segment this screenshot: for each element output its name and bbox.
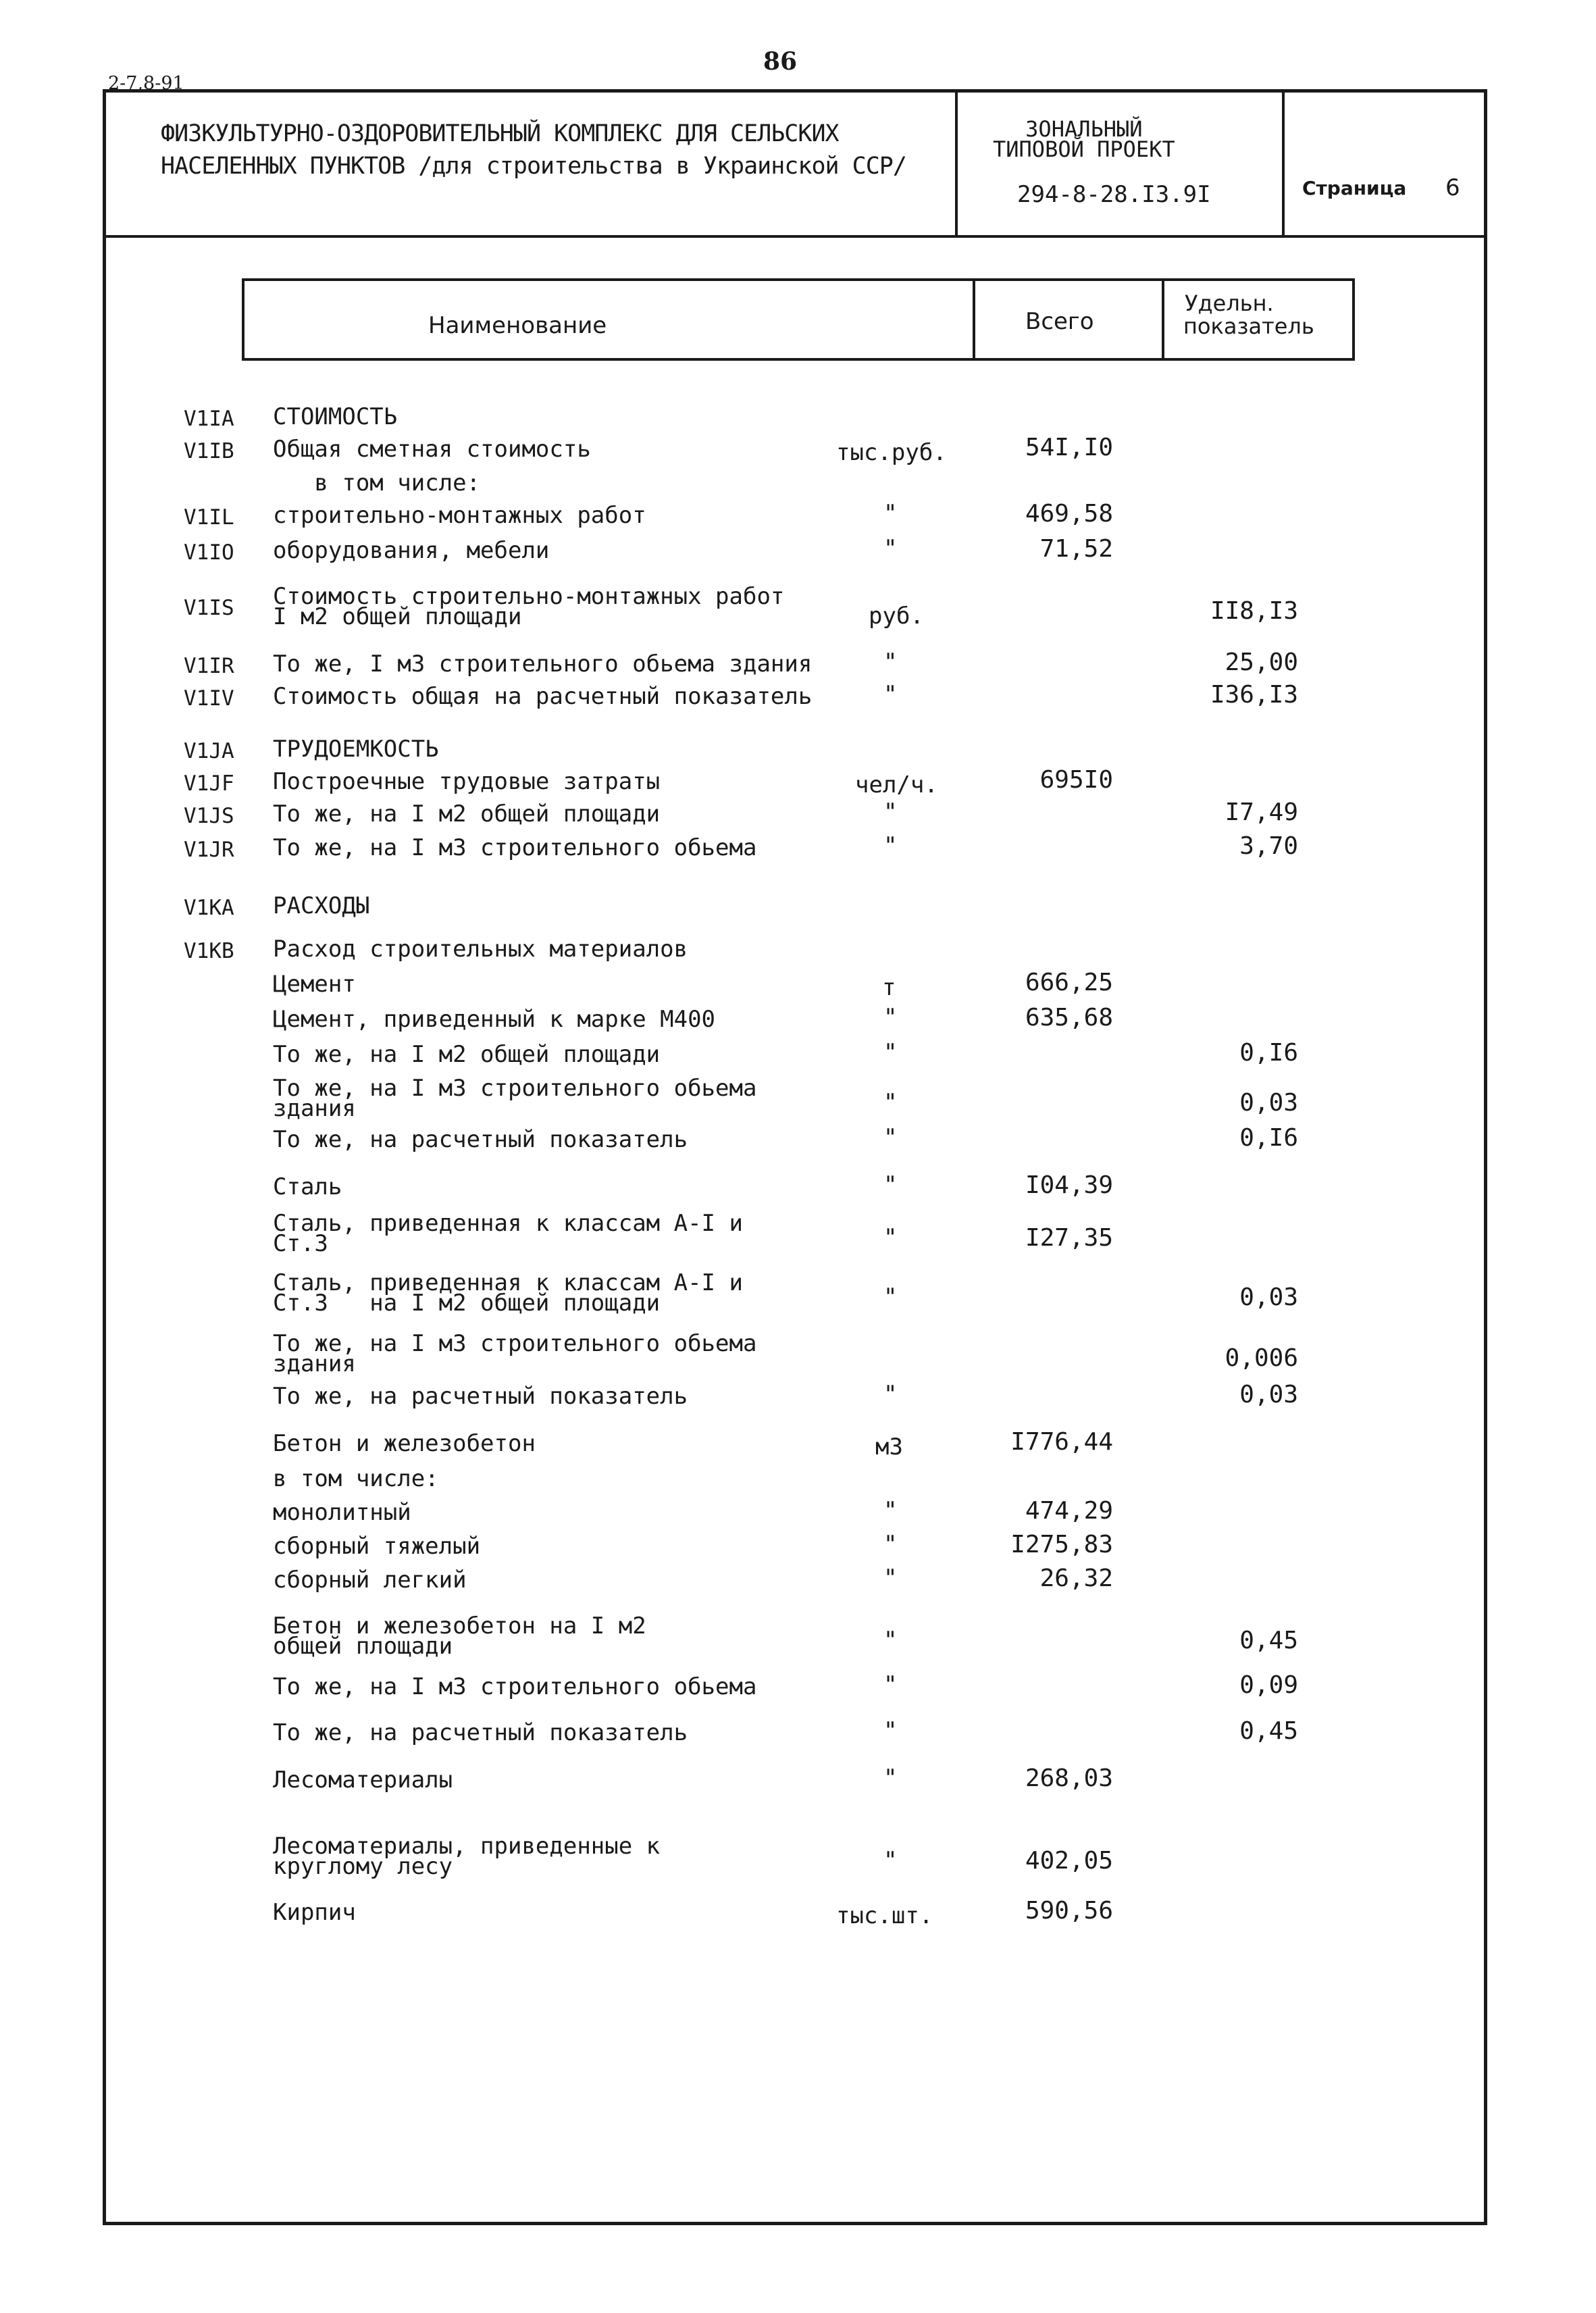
row-total: I04,39 bbox=[1025, 1171, 1113, 1199]
row-specific: 0,45 bbox=[1239, 1627, 1298, 1654]
row-code: V1KB bbox=[184, 939, 234, 963]
row-name: Стоимость строительно-монтажных работ I м2 общей площади bbox=[273, 583, 785, 630]
row-total: 469,58 bbox=[1025, 500, 1113, 528]
project-type bbox=[993, 116, 1175, 162]
row-name: в том числе: bbox=[273, 1465, 439, 1492]
row-specific: 0,I6 bbox=[1239, 1124, 1298, 1152]
row-name: То же, на I м2 общей площади bbox=[273, 800, 661, 828]
row-total: 635,68 bbox=[1025, 1004, 1113, 1032]
row-name: Общая сметная стоимость bbox=[273, 436, 591, 463]
row-unit: " bbox=[883, 1283, 898, 1311]
row-name: сборный легкий bbox=[273, 1567, 467, 1594]
row-specific: I7,49 bbox=[1225, 798, 1298, 826]
row-name: Стоимость общая на расчетный показатель bbox=[273, 683, 813, 710]
row-unit: " bbox=[883, 1497, 898, 1524]
project-type-line1: ЗОНАЛЬНЫЙ bbox=[1025, 116, 1143, 142]
row-unit: т bbox=[882, 974, 896, 1001]
row-unit: " bbox=[883, 1171, 898, 1198]
row-unit: тыс.руб. bbox=[836, 439, 947, 466]
row-name: То же, на расчетный показатель bbox=[273, 1719, 688, 1746]
row-unit: " bbox=[883, 535, 898, 562]
row-name: То же, на I м3 строительного обьема bbox=[273, 834, 757, 861]
row-unit: чел/ч. bbox=[855, 771, 938, 798]
row-name: То же, I м3 строительного обьема здания bbox=[273, 651, 813, 678]
row-total: 71,52 bbox=[1039, 535, 1113, 563]
row-code: V1JS bbox=[184, 804, 234, 828]
row-specific: 0,03 bbox=[1239, 1283, 1298, 1311]
row-total: 695I0 bbox=[1039, 766, 1113, 794]
row-specific: I36,I3 bbox=[1210, 681, 1298, 709]
row-specific: II8,I3 bbox=[1210, 597, 1298, 625]
row-name: СТОИМОСТЬ bbox=[273, 403, 398, 430]
row-total: I275,83 bbox=[1010, 1531, 1113, 1558]
row-name: Цемент bbox=[273, 971, 356, 998]
sheet-code: 2-7,8-91 bbox=[108, 73, 184, 94]
row-code: V1IV bbox=[184, 686, 234, 711]
table-header-sep-2 bbox=[1162, 278, 1164, 361]
document-title-line1: ФИЗКУЛЬТУРНО-ОЗДОРОВИТЕЛЬНЫЙ КОМПЛЕКС ДЛЯ СЕЛЬСКИХ bbox=[161, 120, 839, 147]
row-unit: руб. bbox=[869, 603, 924, 630]
row-total: 54I,I0 bbox=[1025, 434, 1113, 461]
column-header-specific-line2: показатель bbox=[1183, 313, 1314, 339]
column-header-name: Наименование bbox=[428, 312, 607, 339]
row-total: I776,44 bbox=[1010, 1428, 1113, 1456]
row-total: 402,05 bbox=[1025, 1847, 1113, 1875]
row-total: 474,29 bbox=[1025, 1497, 1113, 1525]
column-header-total: Всего bbox=[1025, 308, 1094, 335]
row-unit: тыс.шт. bbox=[836, 1902, 933, 1929]
column-header-specific bbox=[1183, 292, 1314, 338]
project-code: 294-8-28.I3.9I bbox=[1017, 181, 1211, 208]
row-name: Сталь bbox=[273, 1173, 342, 1200]
row-specific: 0,03 bbox=[1239, 1381, 1298, 1408]
row-total: 26,32 bbox=[1039, 1565, 1113, 1592]
row-name: То же, на расчетный показатель bbox=[273, 1383, 688, 1410]
row-unit: " bbox=[883, 1089, 898, 1116]
row-code: V1IL bbox=[184, 505, 234, 530]
row-name: монолитный bbox=[273, 1499, 411, 1526]
row-name: РАСХОДЫ bbox=[273, 892, 370, 919]
row-name: То же, на I м3 строительного обьема здания bbox=[273, 1330, 757, 1377]
row-unit: " bbox=[883, 832, 898, 859]
header-divider bbox=[103, 235, 1487, 238]
row-unit: " bbox=[883, 1124, 898, 1151]
row-total: 590,56 bbox=[1025, 1897, 1113, 1925]
row-unit: " bbox=[883, 1671, 898, 1698]
column-header-specific-line1: Удельн. bbox=[1185, 290, 1274, 316]
row-code: V1IA bbox=[184, 407, 234, 431]
row-code: V1IB bbox=[184, 439, 234, 463]
row-name: Кирпич bbox=[273, 1899, 356, 1926]
row-name: Лесоматериалы bbox=[273, 1766, 453, 1794]
row-unit: " bbox=[883, 1847, 898, 1874]
row-specific: 0,09 bbox=[1239, 1671, 1298, 1699]
row-unit: " bbox=[883, 649, 898, 676]
row-name: Сталь, приведенная к классам А-I и Ст.3 bbox=[273, 1210, 743, 1257]
row-name: То же, на I м3 строительного обьема bbox=[273, 1673, 757, 1700]
row-total: 268,03 bbox=[1025, 1764, 1113, 1792]
row-unit: " bbox=[883, 500, 898, 527]
row-name: Лесоматериалы, приведенные к круглому лесу bbox=[273, 1833, 661, 1880]
header-sep-2 bbox=[1282, 89, 1285, 236]
page-number: 86 bbox=[763, 47, 798, 76]
row-specific: 25,00 bbox=[1225, 649, 1298, 676]
row-name: Расход строительных материалов bbox=[273, 936, 688, 963]
row-code: V1JR bbox=[184, 838, 234, 862]
row-specific: 0,45 bbox=[1239, 1717, 1298, 1745]
row-name: ТРУДОЕМКОСТЬ bbox=[273, 736, 439, 763]
row-name: То же, на I м3 строительного обьема здания bbox=[273, 1075, 757, 1122]
row-name: в том числе: bbox=[273, 469, 481, 497]
row-name: Бетон и железобетон на I м2 общей площади bbox=[273, 1612, 646, 1660]
row-name: Сталь, приведенная к классам А-I и Ст.3 на I м2 общей площади bbox=[273, 1269, 743, 1317]
row-name: Цемент, приведенный к марке М400 bbox=[273, 1006, 716, 1033]
page-value: 6 bbox=[1445, 174, 1460, 201]
page-label: Страница bbox=[1302, 177, 1407, 199]
project-type-line2: ТИПОВОЙ ПРОЕКТ bbox=[993, 136, 1175, 162]
row-code: V1IR bbox=[184, 654, 234, 678]
row-unit: " bbox=[883, 1565, 898, 1592]
row-code: V1JA bbox=[184, 739, 234, 763]
row-unit: " bbox=[883, 1627, 898, 1654]
row-unit: " bbox=[883, 681, 898, 708]
row-name: оборудования, мебели bbox=[273, 537, 550, 564]
row-specific: 0,I6 bbox=[1239, 1039, 1298, 1067]
row-unit: " bbox=[883, 1224, 898, 1251]
row-unit: " bbox=[883, 1764, 898, 1791]
header-sep-1 bbox=[955, 89, 958, 236]
table-header-sep-1 bbox=[973, 278, 975, 361]
row-specific: 0,006 bbox=[1225, 1344, 1298, 1372]
row-unit: " bbox=[883, 1004, 898, 1031]
row-specific: 3,70 bbox=[1239, 832, 1298, 860]
row-name: строительно-монтажных работ bbox=[273, 502, 646, 529]
row-code: V1KA bbox=[184, 896, 234, 920]
row-code: V1IS bbox=[184, 596, 234, 620]
row-unit: м3 bbox=[875, 1433, 903, 1460]
row-unit: " bbox=[883, 798, 898, 825]
row-name: Построечные трудовые затраты bbox=[273, 768, 661, 795]
document-title-line2: НАСЕЛЕННЫХ ПУНКТОВ /для строительства в Украинской ССР/ bbox=[161, 153, 906, 180]
row-unit: " bbox=[883, 1531, 898, 1558]
row-name: Бетон и железобетон bbox=[273, 1430, 536, 1457]
row-code: V1IO bbox=[184, 540, 234, 565]
row-unit: " bbox=[883, 1717, 898, 1744]
row-name: То же, на расчетный показатель bbox=[273, 1126, 688, 1153]
row-specific: 0,03 bbox=[1239, 1089, 1298, 1117]
row-code: V1JF bbox=[184, 771, 234, 796]
row-total: I27,35 bbox=[1025, 1224, 1113, 1252]
row-total: 666,25 bbox=[1025, 969, 1113, 996]
row-name: сборный тяжелый bbox=[273, 1533, 481, 1560]
row-name: То же, на I м2 общей площади bbox=[273, 1041, 661, 1068]
row-unit: " bbox=[883, 1039, 898, 1066]
row-unit: " bbox=[883, 1381, 898, 1408]
